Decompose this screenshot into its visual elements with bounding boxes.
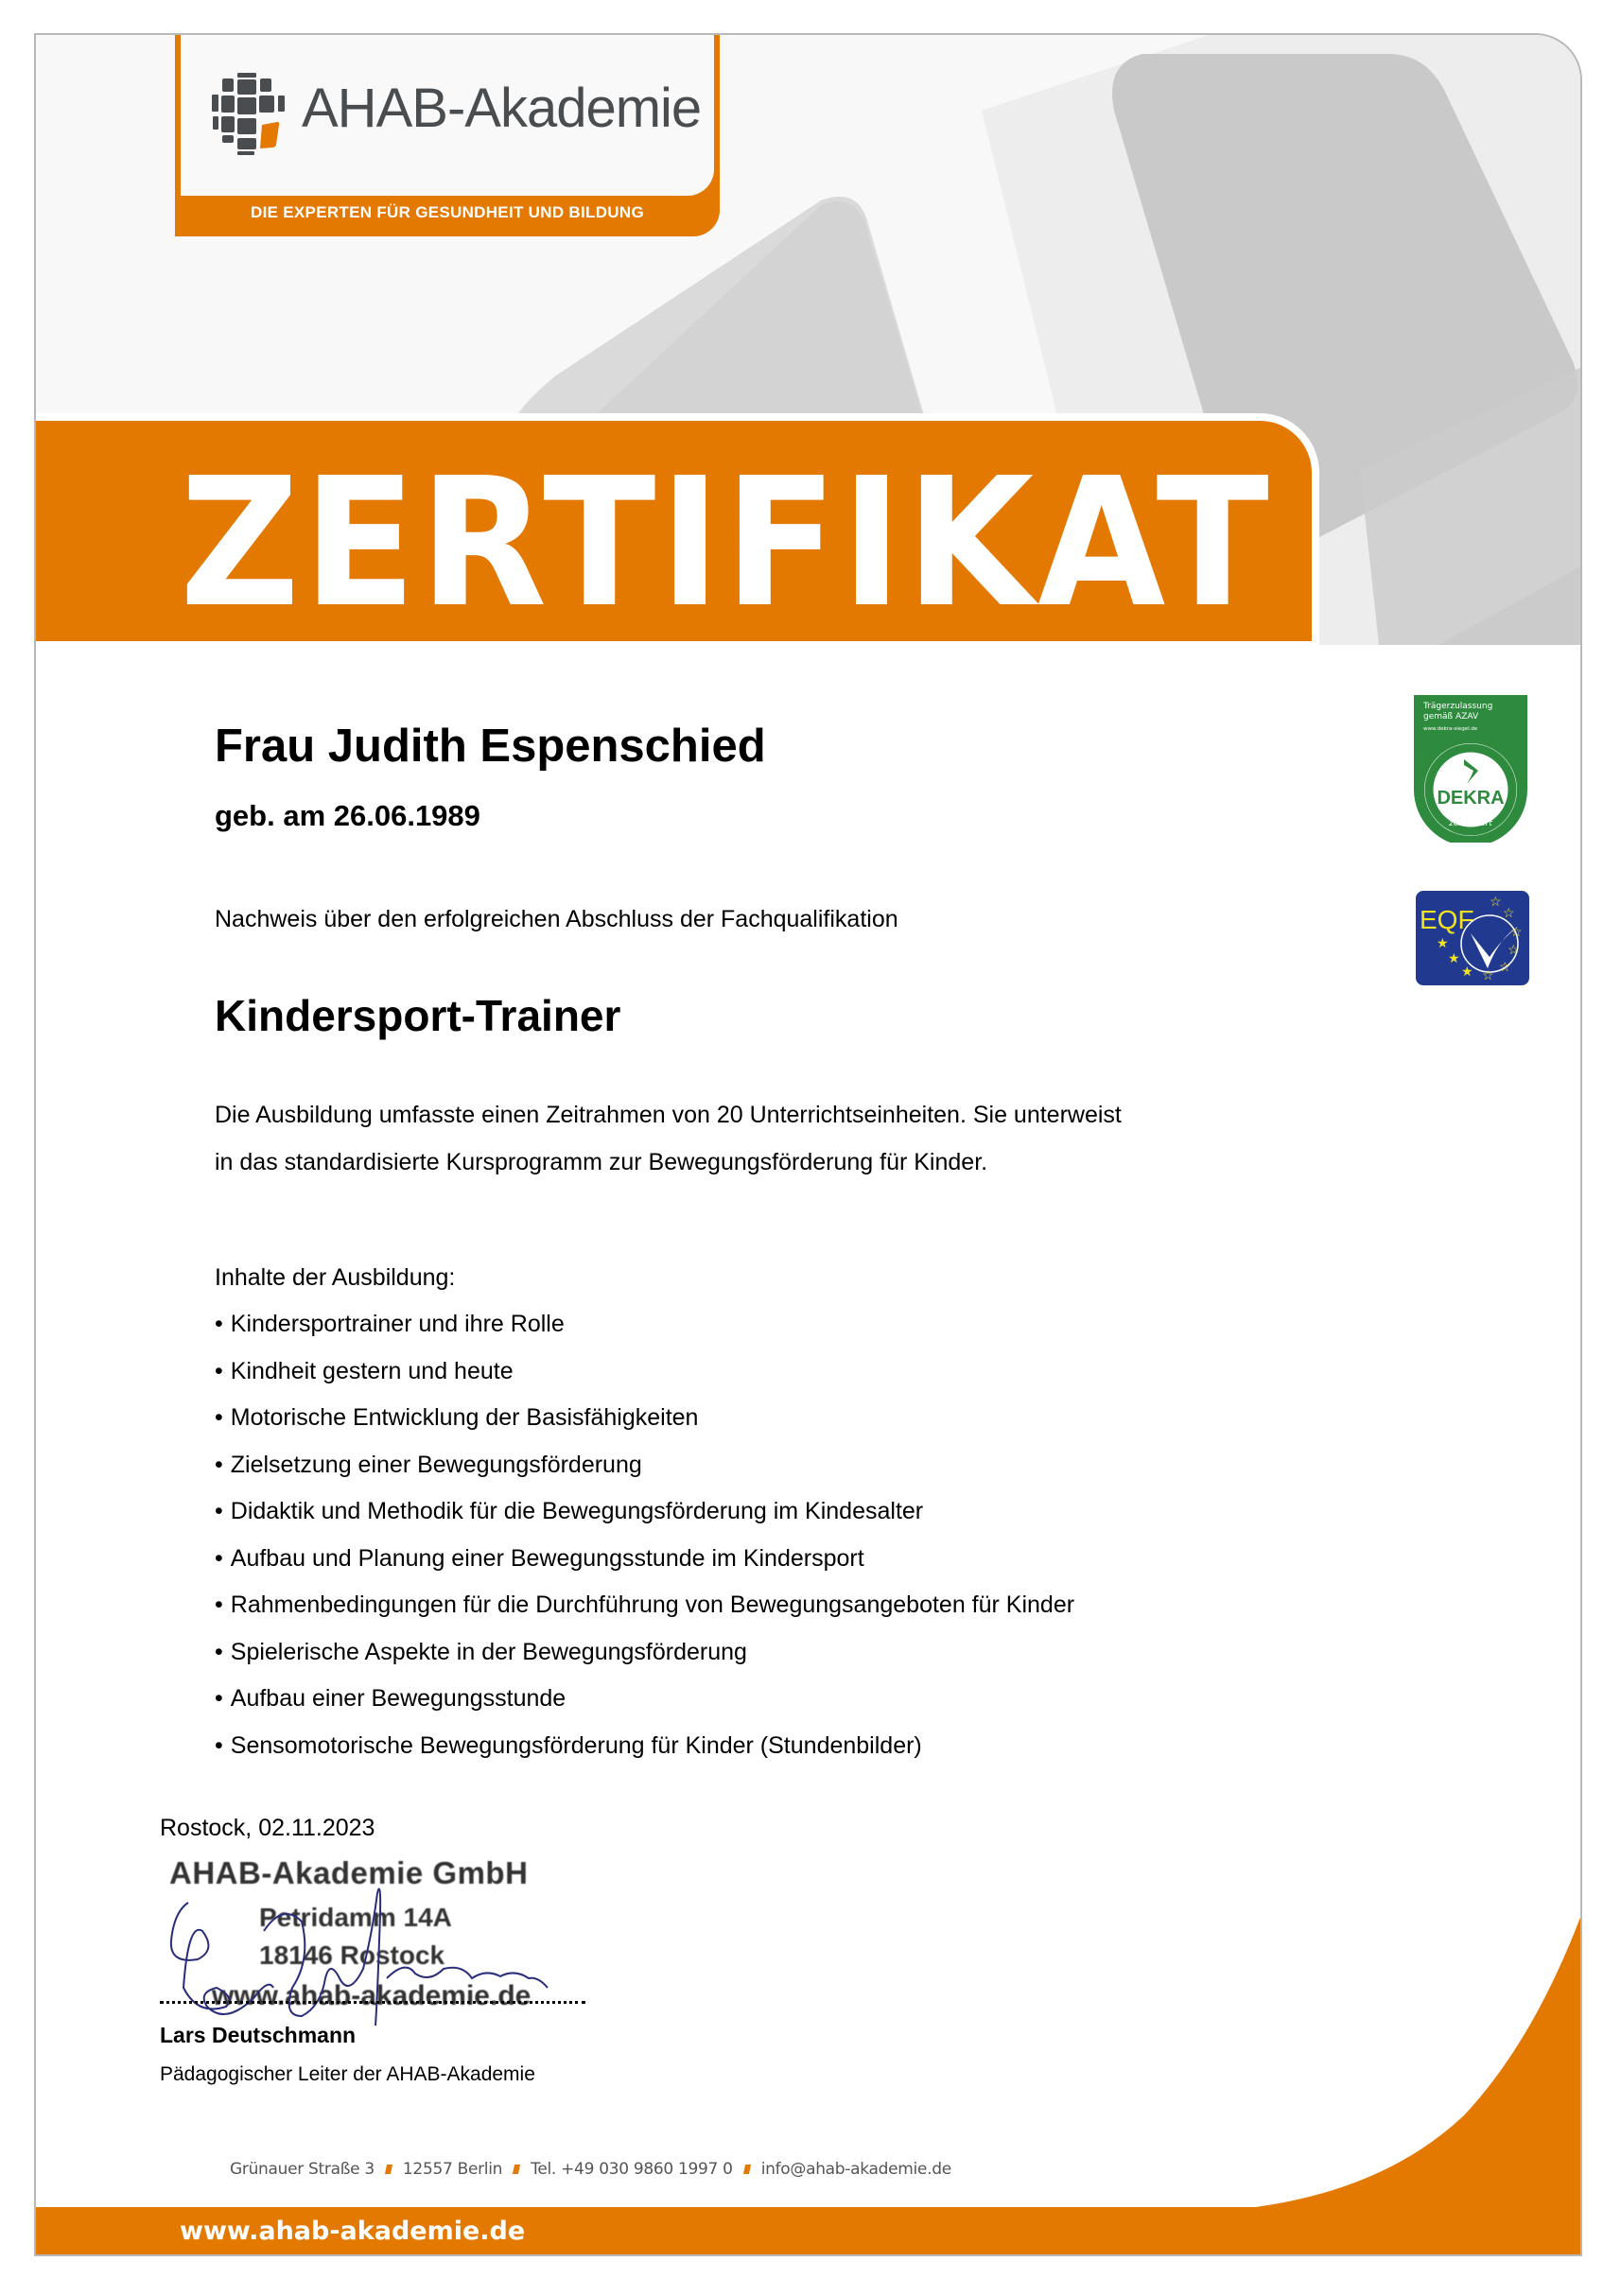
brand-logo [175, 33, 720, 236]
svg-text:☆: ☆ [1503, 905, 1515, 920]
description-line: Die Ausbildung umfasste einen Zeitrahmen von 20 Unterrichtseinheiten. Sie unterweist [215, 1102, 1122, 1128]
stamp-street: Petridamm 14A [259, 1903, 452, 1932]
list-item: • Aufbau einer Bewegungsstunde [215, 1684, 1074, 1731]
svg-text:★: ★ [1461, 964, 1473, 979]
svg-text:★: ★ [1437, 935, 1449, 950]
brand-name-main: AHAB [302, 78, 447, 139]
list-item: • Zielsetzung einer Bewegungsförderung [215, 1451, 1074, 1498]
svg-text:★: ★ [1448, 950, 1460, 965]
eqf-badge-icon [1416, 891, 1529, 985]
separator-icon [743, 2165, 751, 2174]
stamp-company: AHAB-Akademie GmbH [169, 1855, 529, 1890]
contents-list [215, 1310, 1074, 1778]
signature-line [160, 2001, 585, 2004]
list-item: • Kindersportrainer und ihre Rolle [215, 1310, 1074, 1357]
course-description [215, 1091, 1350, 1186]
recipient-birthdate: geb. am 26.06.1989 [215, 799, 480, 832]
dekra-brand: DEKRA [1437, 788, 1505, 809]
description-line: in das standardisierte Kursprogramm zur Bewegungsförderung für Kinder. [215, 1149, 988, 1175]
footer-address [230, 2160, 951, 2179]
dekra-url: www.dekra-siegel.de [1423, 726, 1478, 732]
separator-icon [385, 2165, 392, 2174]
list-item: • Sensomotorische Bewegungsförderung für Kinder (Stundenbilder) [215, 1731, 1074, 1779]
page-title: ZERTIFIKAT [180, 440, 1273, 647]
list-item: • Didaktik und Methodik für die Bewegungsförderung im Kindesalter [215, 1497, 1074, 1544]
separator-icon [513, 2165, 520, 2174]
address-email[interactable]: info@ahab-akademie.de [760, 2160, 951, 2179]
list-item: • Rahmenbedingungen für die Durchführung von Bewegungsangeboten für Kinder [215, 1591, 1074, 1638]
recipient-name: Frau Judith Espenschied [215, 721, 766, 772]
globe-grid-icon [209, 71, 290, 156]
brand-tagline: DIE EXPERTEN FÜR GESUNDHEIT UND BILDUNG [251, 203, 644, 221]
place-date: Rostock, 02.11.2023 [160, 1815, 375, 1841]
logo-panel [181, 33, 714, 196]
contents-heading: Inhalte der Ausbildung: [215, 1264, 456, 1291]
eqf-label: EQF [1420, 905, 1474, 934]
brand-name-rest: -Akademie [446, 78, 702, 139]
list-item: • Motorische Entwicklung der Basisfähigkeiten [215, 1403, 1074, 1451]
svg-text:☆: ☆ [1499, 959, 1511, 974]
address-city: 12557 Berlin [402, 2160, 503, 2179]
svg-text:☆: ☆ [1508, 942, 1520, 957]
address-street: Grünauer Straße 3 [230, 2160, 375, 2179]
title-banner [36, 421, 1312, 647]
stamp-url: www.ahab-akademie.de [212, 1980, 532, 2011]
qualification-intro: Nachweis über den erfolgreichen Abschluss der Fachqualifikation [215, 906, 898, 932]
dekra-status: zertifiziert [1449, 819, 1492, 828]
list-item: • Kindheit gestern und heute [215, 1357, 1074, 1404]
list-item: • Aufbau und Planung einer Bewegungsstunde im Kindersport [215, 1544, 1074, 1592]
stamp-city: 18146 Rostock [259, 1940, 445, 1970]
certificate-page [34, 33, 1582, 2256]
brand-name [302, 77, 701, 140]
dekra-line1: Trägerzulassung [1423, 702, 1493, 711]
footer-band [36, 2207, 1580, 2256]
svg-text:☆: ☆ [1510, 924, 1523, 939]
list-item: • Spielerische Aspekte in der Bewegungsförderung [215, 1638, 1074, 1685]
footer-website-link[interactable]: www.ahab-akademie.de [180, 2217, 526, 2246]
dekra-line2: gemäß AZAV [1423, 712, 1479, 722]
dekra-seal-icon [1414, 695, 1527, 843]
svg-text:☆: ☆ [1482, 967, 1494, 983]
signer-role: Pädagogischer Leiter der AHAB-Akademie [160, 2063, 535, 2085]
course-title: Kindersport-Trainer [215, 991, 621, 1040]
handwritten-signature [160, 1874, 576, 2035]
svg-text:☆: ☆ [1490, 894, 1502, 909]
address-phone: Tel. +49 030 9860 1997 0 [531, 2160, 733, 2179]
signer-name: Lars Deutschmann [160, 2023, 357, 2047]
